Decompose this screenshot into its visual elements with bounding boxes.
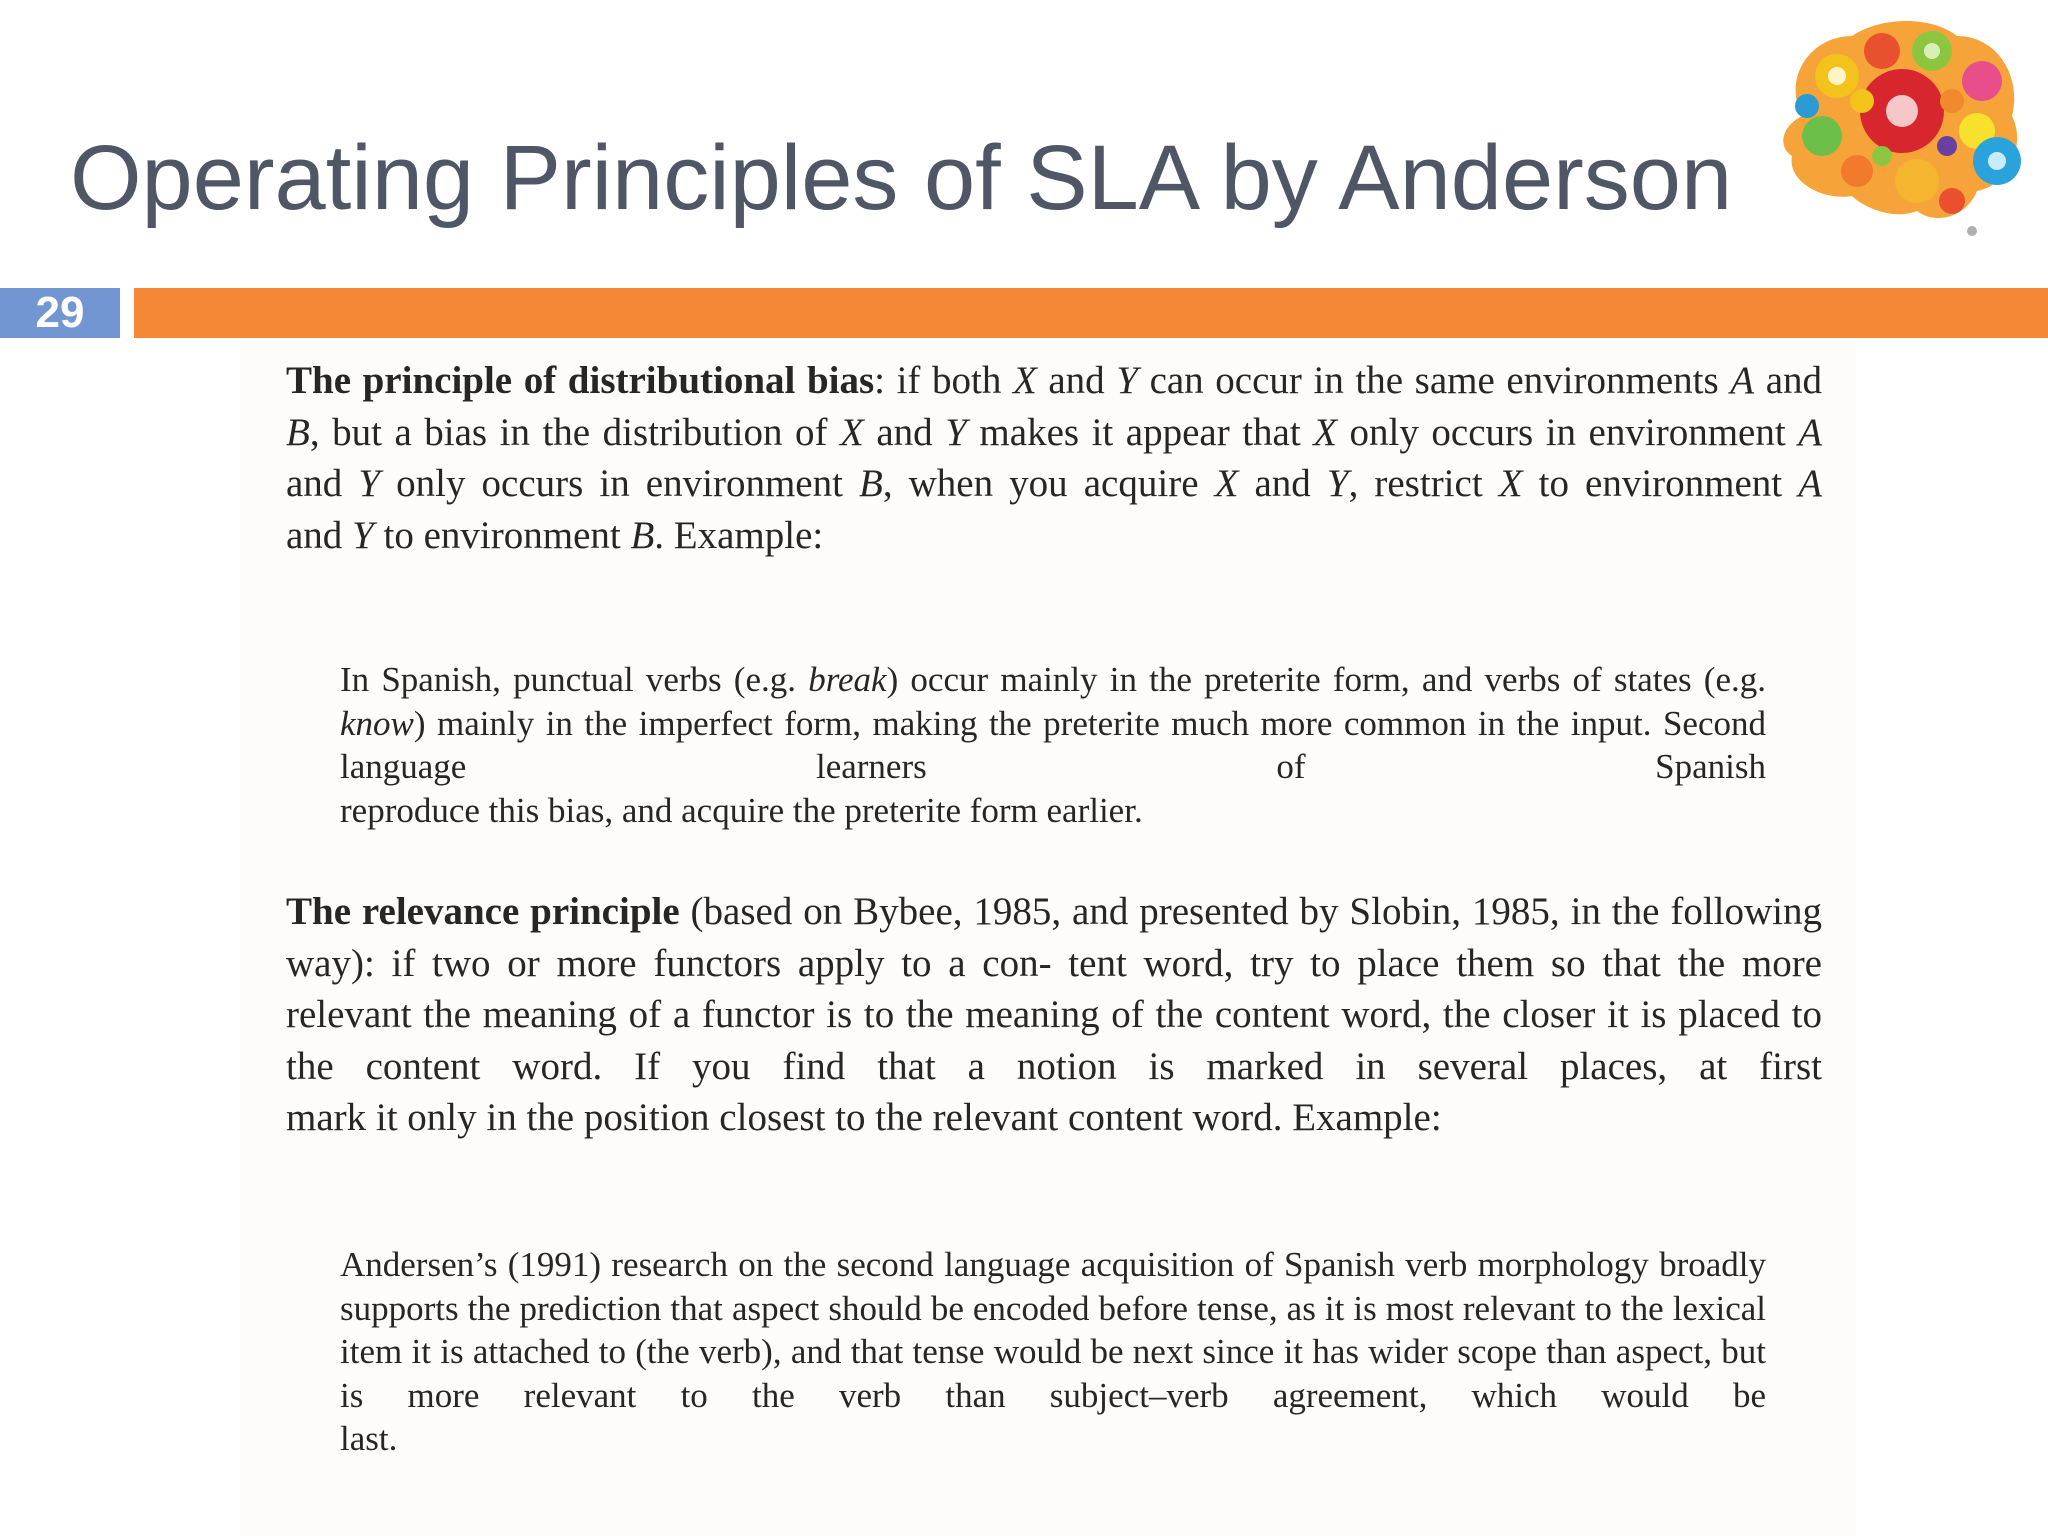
relevance-principle-paragraph: The relevance principle (based on Bybee, 1985, and presented by Slobin, 1985, in the following way): if two or more functors apply to a con- tent word, try to place them so that the more relevant the meaning of a functor is to the meaning of the content word, the closer it is placed to the content word. If you find that a notion is marked in several places, at first mark it only in the position closest to the relevant content word. Example: bbox=[286, 890, 1822, 1139]
relevance-principle-heading: The relevance principle bbox=[286, 890, 680, 933]
title-divider-bar bbox=[134, 288, 2048, 338]
distributional-bias-last-line: and Y to environment B. Example: bbox=[286, 513, 824, 557]
spanish-punctual-verbs-example: In Spanish, punctual verbs (e.g. break) occur mainly in the preterite form, and verbs of states (e.g. know) mainly in the imperfect form, making the preterite much more common in the input. Second language learners of Spanish reproduce this bias, and acquire the preterite form earlier. bbox=[340, 660, 1766, 830]
distributional-bias-heading: The principle of distributional bias bbox=[286, 359, 875, 402]
slide-number: 29 bbox=[0, 288, 120, 338]
distributional-bias-paragraph: The principle of distributional bias: if both X and Y can occur in the same environments A and B, but a bias in the distribution of X and Y makes it appear that X only occurs in environment A and Y only occurs in environment B, when you acquire X and Y, restrict X to environment A and Y to environment B. Example: bbox=[286, 355, 1822, 561]
slide-title: Operating Principles of SLA by Anderson bbox=[70, 127, 1733, 229]
andersen-research-example: Andersen’s (1991) research on the second language acquisition of Spanish verb morphology broadly supports the prediction that aspect should be encoded before tense, as it is most relevant to the lexical item it is attached to (the verb), and that tense would be next since it has wider scope than aspect, but is more relevant to the verb than subject–verb agreement, which would be last. bbox=[340, 1245, 1766, 1458]
scanned-text-excerpt bbox=[240, 338, 1856, 1536]
colorful-gear-brain-icon bbox=[1742, 6, 2032, 238]
